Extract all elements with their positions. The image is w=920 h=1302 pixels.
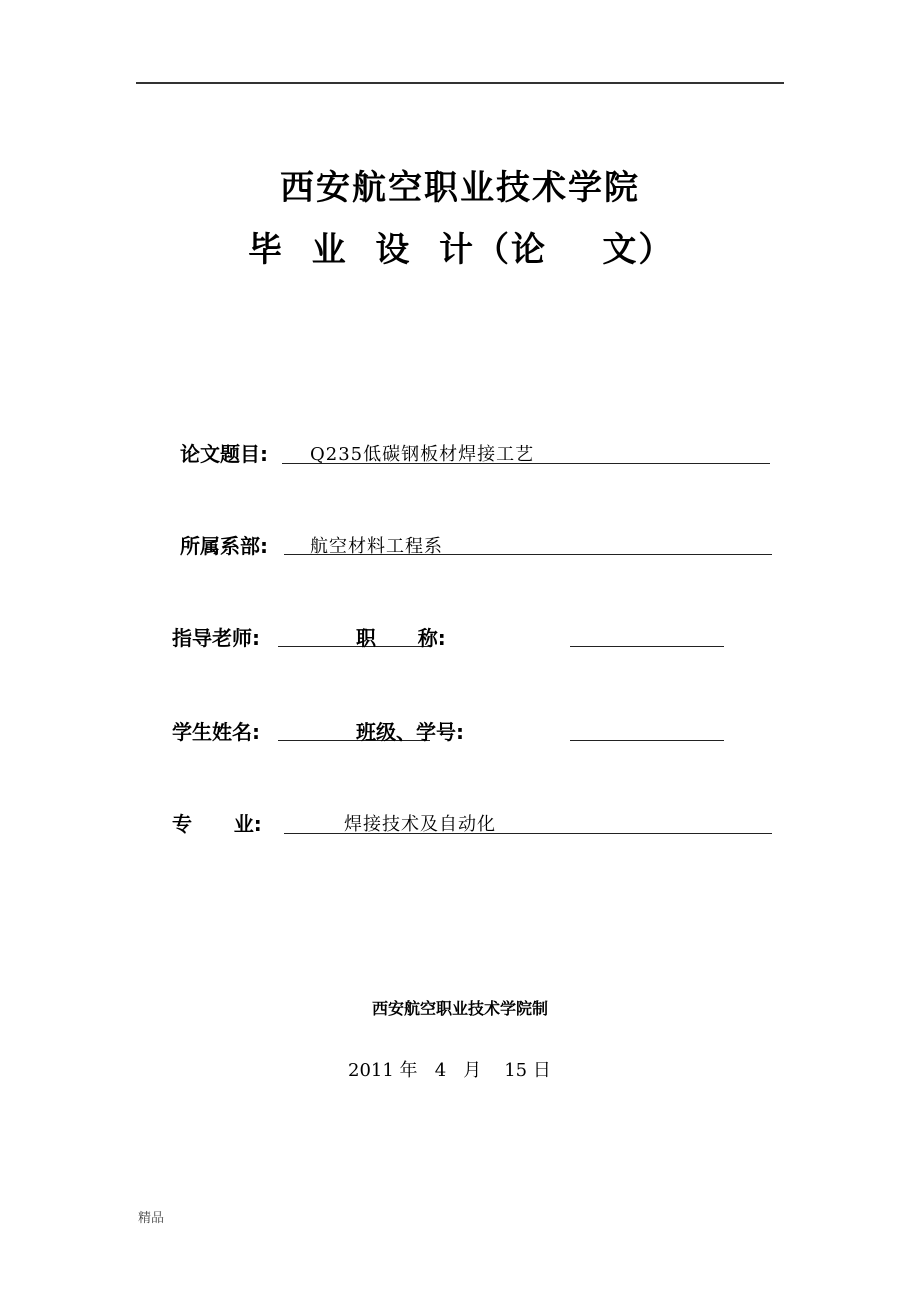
department-label: 所属系部: (180, 534, 268, 558)
thesis-title-value: Q235低碳钢板材焊接工艺 (310, 444, 535, 465)
major-label: 专 业: (172, 812, 262, 836)
date-text: 2011 年 4 月 15 日 (348, 1060, 551, 1081)
issuer-text: 西安航空职业技术学院制 (371, 999, 548, 1018)
thesis-title-underline (282, 463, 770, 464)
institution-title: 西安航空职业技术学院 (280, 168, 640, 208)
student-name-label: 学生姓名: (172, 720, 260, 744)
major-underline (284, 833, 772, 834)
thesis-title-label: 论文题目: (180, 442, 268, 466)
department-underline (284, 554, 772, 555)
watermark-text: 精品 (138, 1211, 165, 1226)
advisor-title-label: 职 称: (356, 626, 446, 650)
advisor-label: 指导老师: (172, 626, 260, 650)
header-rule (136, 82, 784, 84)
department-value: 航空材料工程系 (310, 536, 443, 557)
advisor-title-underline (570, 646, 724, 647)
class-id-label: 班级、学号: (356, 720, 464, 744)
major-value: 焊接技术及自动化 (344, 814, 496, 835)
document-type-title: 毕 业 设 计（论 文） (248, 230, 675, 270)
class-id-underline (570, 740, 724, 741)
